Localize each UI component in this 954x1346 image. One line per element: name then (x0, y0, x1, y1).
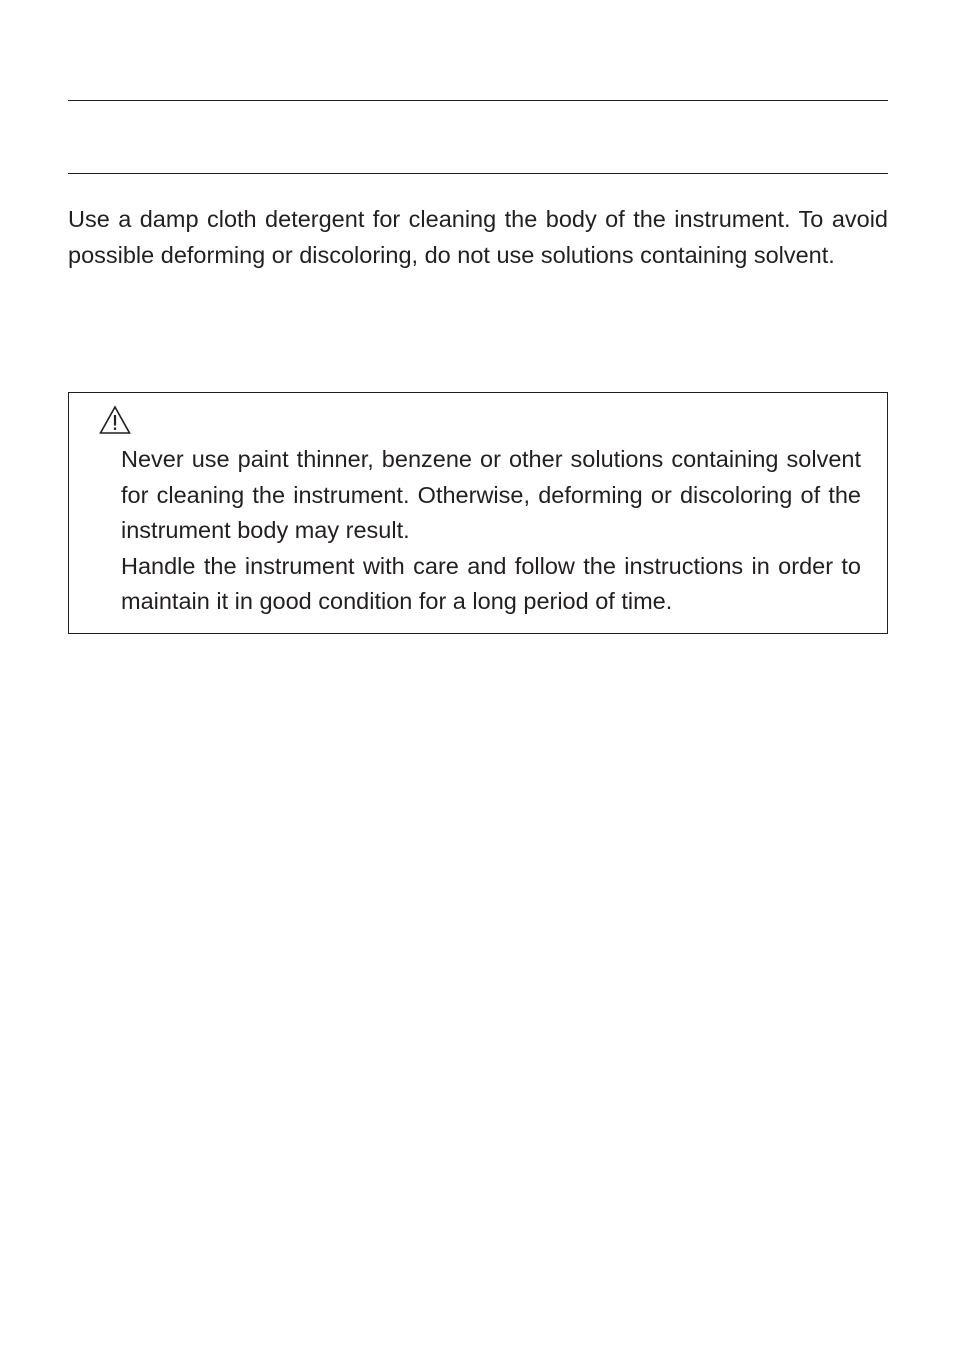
cleaning-instructions: Use a damp cloth detergent for cleaning the body of the instrument. To avoid possible deforming or discoloring, do not use solutions containing solvent. (68, 206, 888, 268)
caution-text (121, 442, 861, 620)
caution-paragraph: Handle the instrument with care and follow the instructions in order to maintain it in good condition for a long period of time. (121, 552, 861, 614)
caution-box (68, 392, 888, 634)
header-rule-bottom (68, 173, 888, 174)
warning-triangle-icon (99, 405, 131, 435)
header-rule-top (68, 100, 888, 101)
caution-paragraph: Never use paint thinner, benzene or other solutions containing solvent for cleaning the instrument. Otherwise, deforming or discoloring of the instrument body may result. (121, 446, 861, 543)
